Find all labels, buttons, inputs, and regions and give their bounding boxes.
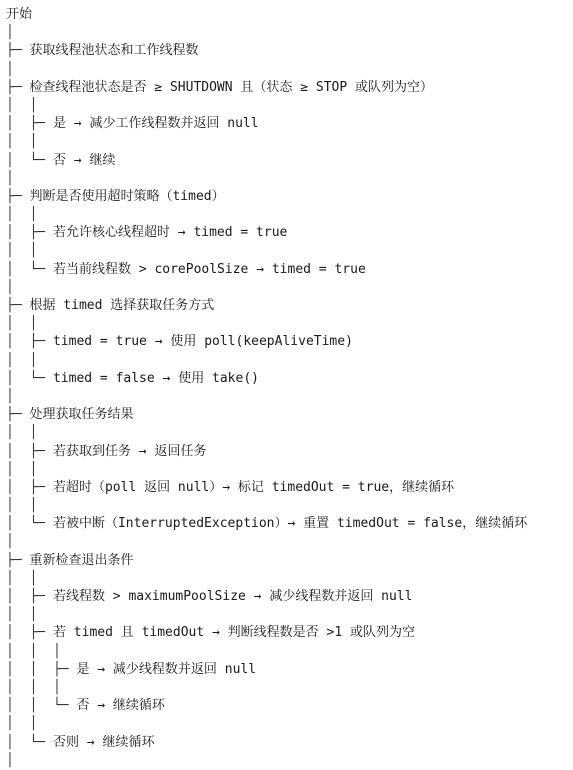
tree-node-label: 获取线程池状态和工作线程数 [29, 43, 199, 59]
tree-line [6, 261, 527, 279]
tree-node-label: timed = false → 使用 take() [52, 370, 259, 386]
tree-line [6, 624, 527, 642]
tree-connector: │ │ [6, 425, 38, 441]
tree-line [6, 515, 527, 533]
tree-line [6, 333, 527, 351]
tree-connector: ├─ [6, 407, 30, 423]
tree-connector: │ └─ [6, 734, 53, 750]
tree-line [6, 734, 527, 752]
tree-connector: │ │ │ [6, 679, 61, 695]
tree-line [6, 752, 527, 770]
tree-connector: │ [6, 752, 14, 768]
tree-connector: │ └─ [6, 370, 53, 386]
tree-node-label: 若允许核心线程超时 → timed = true [52, 225, 288, 241]
tree-node-label: 是 → 减少工作线程数并返回 null [52, 116, 259, 132]
tree-node-label: 重新检查退出条件 [29, 552, 134, 568]
tree-line [6, 406, 527, 424]
tree-connector: │ │ [6, 97, 38, 113]
tree-connector: │ │ [6, 498, 38, 514]
tree-line [6, 6, 527, 24]
tree-connector: ├─ [6, 298, 30, 313]
tree-line [6, 424, 527, 442]
tree-node-label: 判断是否使用超时策略（timed） [29, 188, 225, 204]
tree-line [6, 188, 527, 206]
tree-node-label: 否 → 继续 [52, 152, 116, 168]
tree-line [6, 61, 527, 79]
tree-line [6, 133, 527, 151]
tree-connector: │ [6, 61, 14, 77]
tree-node-label: 否则 → 继续循环 [52, 734, 155, 750]
tree-node-label: 根据 timed 选择获取任务方式 [29, 298, 215, 313]
tree-connector: │ ├─ [6, 225, 53, 241]
tree-connector: │ │ [6, 607, 38, 623]
tree-connector: ├─ [6, 79, 30, 95]
tree-line [6, 479, 527, 497]
tree-line [6, 497, 527, 515]
tree-line [6, 115, 527, 133]
tree-line [6, 643, 527, 661]
tree-connector: ├─ [6, 552, 30, 568]
tree-connector: │ ├─ [6, 334, 53, 350]
tree-line [6, 661, 527, 679]
tree-line [6, 370, 527, 388]
tree-connector: │ [6, 25, 14, 41]
tree-connector: │ │ [6, 716, 38, 732]
tree-node-label: 开始 [6, 7, 33, 22]
tree-line [6, 570, 527, 588]
tree-line [6, 352, 527, 370]
tree-node-label: timed = true → 使用 poll(keepAliveTime) [52, 334, 353, 350]
tree-node-label: 若被中断（InterruptedException）→ 重置 timedOut = false，继续循环 [52, 516, 528, 532]
tree-line [6, 588, 527, 606]
tree-connector: │ │ [6, 134, 38, 150]
tree-line [6, 279, 527, 297]
tree-connector: │ ├─ [6, 625, 53, 641]
tree-node-label: 若当前线程数 > corePoolSize → timed = true [52, 261, 366, 277]
tree-line [6, 388, 527, 406]
tree-connector: │ ├─ [6, 443, 53, 459]
tree-node-label: 若获取到任务 → 返回任务 [52, 443, 207, 459]
tree-connector: │ │ [6, 207, 38, 223]
tree-node-label: 若 timed 且 timedOut → 判断线程数是否 >1 或队列为空 [52, 625, 415, 641]
tree-connector: ├─ [6, 43, 30, 59]
tree-node-label: 处理获取任务结果 [29, 407, 134, 423]
tree-line [6, 697, 527, 715]
tree-connector: │ ├─ [6, 589, 53, 604]
tree-connector: │ │ └─ [6, 698, 77, 714]
tree-line [6, 170, 527, 188]
tree-line [6, 533, 527, 551]
tree-connector: │ └─ [6, 516, 53, 532]
tree-line [6, 297, 527, 315]
tree-line [6, 679, 527, 697]
tree-connector: │ │ [6, 243, 38, 259]
tree-connector: │ │ [6, 316, 38, 332]
tree-connector: │ ├─ [6, 479, 53, 495]
tree-connector: │ [6, 388, 14, 404]
tree-line [6, 79, 527, 97]
tree-line [6, 715, 527, 733]
tree-connector: │ └─ [6, 152, 53, 168]
tree-line [6, 242, 527, 260]
tree-line [6, 461, 527, 479]
tree-node-label: 是 → 减少线程数并返回 null [76, 661, 257, 677]
tree-connector: │ │ [6, 352, 38, 368]
tree-connector: │ │ ├─ [6, 661, 77, 677]
tree-connector: ├─ [6, 188, 30, 204]
tree-line [6, 42, 527, 60]
tree-line [6, 97, 527, 115]
tree-connector: │ └─ [6, 261, 53, 277]
tree-line [6, 206, 527, 224]
flow-tree [6, 6, 527, 770]
tree-line [6, 224, 527, 242]
tree-node-label: 若超时（poll 返回 null）→ 标记 timedOut = true，继续循环 [52, 479, 455, 495]
tree-connector: │ [6, 534, 14, 550]
tree-line [6, 24, 527, 42]
tree-connector: │ ├─ [6, 116, 53, 132]
tree-node-label: 否 → 继续循环 [76, 698, 165, 714]
tree-line [6, 315, 527, 333]
tree-connector: │ [6, 279, 14, 295]
tree-connector: │ │ │ [6, 643, 61, 659]
tree-node-label: 若线程数 > maximumPoolSize → 减少线程数并返回 null [52, 589, 413, 604]
tree-connector: │ │ [6, 461, 38, 477]
tree-line [6, 152, 527, 170]
tree-line [6, 606, 527, 624]
tree-line [6, 443, 527, 461]
tree-connector: │ │ [6, 570, 38, 586]
tree-line [6, 552, 527, 570]
tree-node-label: 检查线程池状态是否 ≥ SHUTDOWN 且（状态 ≥ STOP 或队列为空） [29, 79, 434, 95]
tree-connector: │ [6, 170, 14, 186]
